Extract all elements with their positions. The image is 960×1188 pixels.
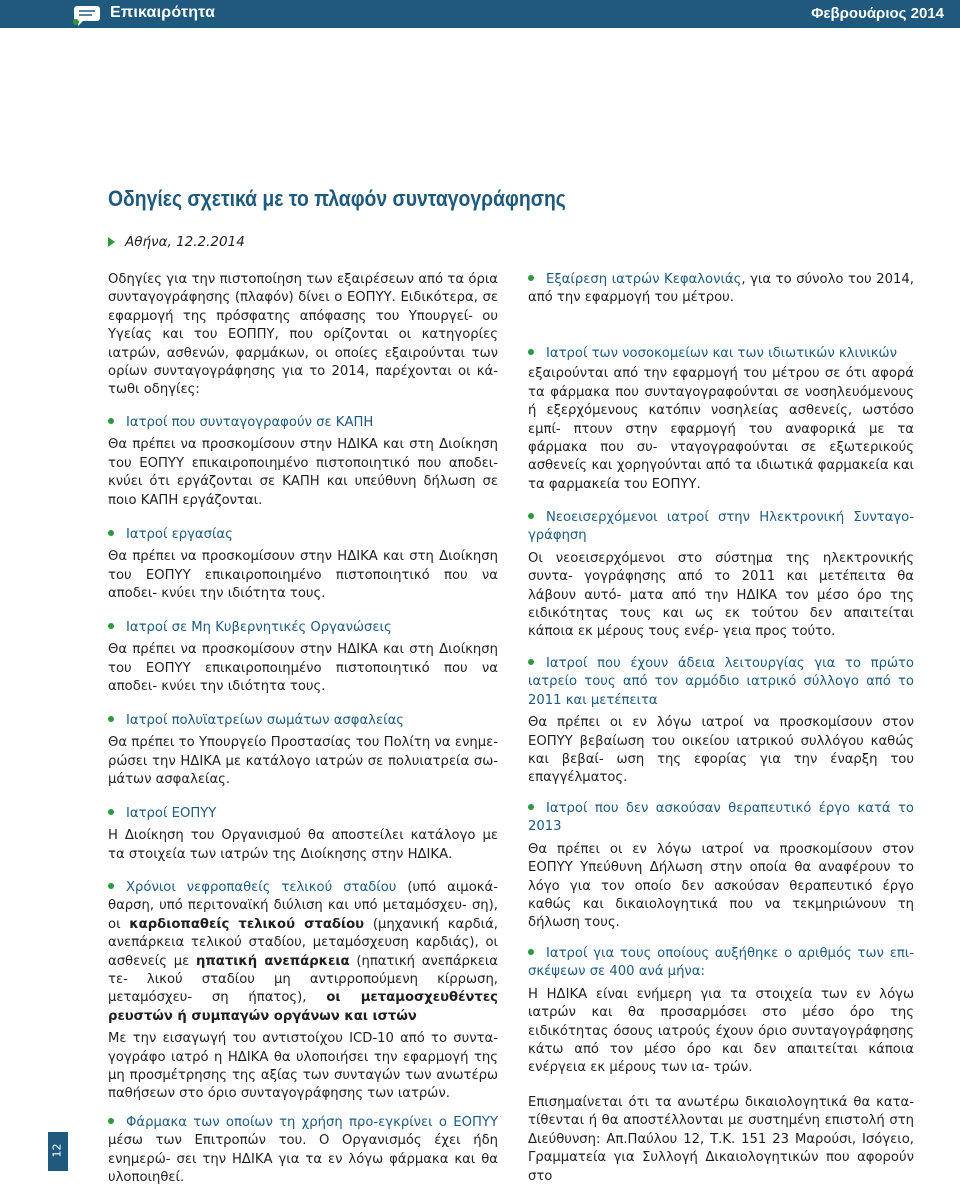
section-body: Η ΗΔΙΚΑ είναι ενήμερη για τα στοιχεία των εν λόγω ιατρών και θα προσαρμόσει στο μέσο όρο της ειδικότητας όσους ιατρούς έχουν όριο συνταγογράφησης κάτω από τον μέσο όρο και δεν απαιτείται κάποια ενέργεια εκ μέρους των ια- τρών. xyxy=(528,986,914,1076)
left-section-1 xyxy=(108,414,498,510)
drugs-section xyxy=(108,1114,498,1188)
section-heading: Ιατροί εργασίας xyxy=(108,526,498,544)
right-section-5 xyxy=(528,800,914,933)
bullet-icon xyxy=(528,804,534,810)
bullet-icon xyxy=(108,530,114,536)
left-section-5 xyxy=(108,805,498,864)
bullet-icon xyxy=(108,418,114,424)
article-title: Οδηγίες σχετικά με το πλαφόν συνταγογράφησης xyxy=(108,186,566,211)
issue-date: Φεβρουάριος 2014 xyxy=(811,5,944,22)
bullet-icon xyxy=(108,716,114,722)
section-body: Θα πρέπει το Υπουργείο Προστασίας του Πολίτη να ενημε- ρώσει την ΗΔΙΚΑ με κατάλογο ιατρών σε πολυιατρεία σω- μάτων ασφαλείας. xyxy=(108,735,498,788)
bullet-icon xyxy=(108,1118,114,1124)
section-body: εξαιρούνται από την εφαρμογή του μέτρου σε ότι αφορά τα φάρμακα που συνταγογραφούνται σε νοσηλευόμενους ή εξερχόμενους κατόπιν νοσηλείας ασθενείς, ωστόσο εμπί- πτουν στην εφαρμογή του αναφορικά με τα φάρμακα που συ- νταγογραφούνται σε εξωτερικούς ασθενείς και χορηγούνται από τα ιδιωτικά φαρμακεία και τα φαρμακεία του ΕΟΠΥΥ. xyxy=(528,366,914,492)
right-section-2 xyxy=(528,345,914,494)
left-section-4 xyxy=(108,712,498,790)
right-section-4 xyxy=(528,655,914,788)
section-body: Θα πρέπει να προσκομίσουν στην ΗΔΙΚΑ και στη Διοίκηση του ΕΟΠΥΥ επικαιροποιημένο πιστοποιητικό που να αποδει- κνύει την ιδιότητα τους. xyxy=(108,642,498,695)
page-number: 12 xyxy=(50,1143,64,1158)
section-body: Η Διοίκηση του Οργανισμού θα αποστείλει κατάλογο με τα στοιχεία των ιατρών της Διοίκησης στην ΗΔΙΚΑ. xyxy=(108,828,498,862)
bullet-icon xyxy=(528,513,534,519)
section-body: Θα πρέπει οι εν λόγω ιατροί να προσκομίσουν στον ΕΟΠΥΥ Υπεύθυνη Δήλωση στην οποία θα αναφέρουν το λόγο για τον οποίο δεν ασκούσαν θεραπευτικό έργο καθώς και δικαιολογητικά που να τεκμηριώνουν τη δήλωση τους. xyxy=(528,841,914,931)
right-section-6 xyxy=(528,945,914,1078)
section-heading: Ιατροί που συνταγογραφούν σε ΚΑΠΗ xyxy=(108,414,498,432)
renal-paragraph: Χρόνιοι νεφροπαθείς τελικού σταδίου (υπό αιμοκά- θαρση, υπό περιτοναϊκή διύλιση και υπό μεταμόσχευ- ση), οι καρδιοπαθείς τελικού σταδίου (μηχανική καρδιά, ανεπάρκεια τελικού σταδίου, μεταμόσχευση καρδιάς), οι ασθενείς με ηπατική ανεπάρκεια (ηπατική ανεπάρκεια τε- λικού σταδίου μη αντιρροπούμενη κίρρωση, μεταμόσχευ- ση ήπατος), οι μεταμοσχευθέντες ρευστών ή συμπαγών οργάνων και ιστών xyxy=(108,880,498,1024)
page-number-tab xyxy=(48,1132,68,1171)
section-heading: Νεοεισερχόμενοι ιατροί στην Ηλεκτρονική Συνταγο- γράφηση xyxy=(528,510,914,544)
drugs-paragraph: Φάρμακα των οποίων τη χρήση προ-εγκρίνει ο ΕΟΠΥΥ μέσω των Επιτροπών του. Ο Οργανισμός έχει ήδη ενημερώ- σει την ΗΔΙΚΑ για τα εν λόγω φάρμακα και θα υλοποιηθεί. xyxy=(108,1115,498,1186)
section-paragraph: Εξαίρεση ιατρών Κεφαλονιάς, για το σύνολο του 2014, από την εφαρμογή του μέτρου. xyxy=(528,272,914,306)
header-bar xyxy=(0,0,960,28)
section-heading: Ιατροί που έχουν άδεια λειτουργίας για το πρώτο ιατρείο τους από τον αρμόδιο ιατρικό σύλλογο από το 2011 και μετέπειτα xyxy=(528,656,914,708)
bullet-icon xyxy=(528,659,534,665)
renal-paragraph-2: Με την εισαγωγή του αντιστοίχου ICD-10 από το συντα- γογράφο ιατρό η ΗΔΙΚΑ θα υλοποιήσει την εφαρμογή της μη προσμέτρησης της αξίας των συνταγών των ανωτέρω παθήσεων στο όριο συνταγογράφησης των ιατρών. xyxy=(108,1031,498,1102)
closing-paragraph xyxy=(528,1094,914,1186)
section-heading: Ιατροί των νοσοκομείων και των ιδιωτικών κλινικών xyxy=(528,345,914,363)
bullet-icon xyxy=(108,809,114,815)
speech-bubble-logo-icon xyxy=(72,4,102,26)
section-label: Επικαιρότητα xyxy=(110,4,216,21)
renal-section xyxy=(108,879,498,1104)
section-heading: Ιατροί ΕΟΠΥΥ xyxy=(108,805,498,823)
arrow-icon xyxy=(108,237,115,247)
intro-paragraph xyxy=(108,271,498,400)
intro-text: Οδηγίες για την πιστοποίηση των εξαιρέσεων από τα όρια συνταγογράφησης (πλαφόν) δίνει ο ΕΟΠΥΥ. Ειδικότερα, σε εφαρμογή της πρόσφατης απόφασης του Υπουργεί- ου Υγείας και του ΕΟΠΠΥ, που ορίζονται οι κατηγορίες ιατρών, ασθενών, φαρμάκων, οι οποίες εξαιρούνται των ορίων συνταγογράφησης για το 2014, παρέχονται οι κά- τωθι οδηγίες: xyxy=(108,272,498,398)
place-date-text: Αθήνα, 12.2.2014 xyxy=(125,234,245,250)
section-heading: Ιατροί πολυϊατρείων σωμάτων ασφαλείας xyxy=(108,712,498,730)
section-heading: Ιατροί που δεν ασκούσαν θεραπευτικό έργο κατά το 2013 xyxy=(528,801,914,835)
section-body: Θα πρέπει οι εν λόγω ιατροί να προσκομίσουν στον ΕΟΠΥΥ βεβαίωση του οικείου ιατρικού συλλόγου καθώς και βεβαί- ωση της εφορίας για την έναρξη του επαγγέλματος. xyxy=(528,715,914,786)
section-body: Θα πρέπει να προσκομίσουν στην ΗΔΙΚΑ και στη Διοίκηση του ΕΟΠΥΥ επικαιροποιημένο πιστοποιητικό που αποδει- κνύει ότι εργάζονται σε ΚΑΠΗ και υπεύθυνη δήλωση σε ποιο ΚΑΠΗ εργάζονται. xyxy=(108,437,498,508)
section-heading: Ιατροί για τους οποίους αυξήθηκε ο αριθμός των επι- σκέψεων σε 400 ανά μήνα: xyxy=(528,946,914,980)
section-body: Οι νεοεισερχόμενοι στο σύστημα της ηλεκτρονικής συντα- γογράφησης από το 2011 και μετέπειτα θα λάβουν αυτό- ματα από την ΗΔΙΚΑ τον μέσο όρο της ειδικότητας τους και ως εκ τούτου δεν απαιτείται κάποια εκ μέρους τους ενέρ- γεια προς τούτο. xyxy=(528,550,914,640)
left-section-3 xyxy=(108,619,498,697)
section-body: Θα πρέπει να προσκομίσουν στην ΗΔΙΚΑ και στη Διοίκηση του ΕΟΠΥΥ επικαιροποιημένο πιστοποιητικό που να αποδει- κνύει την ιδιότητα τους. xyxy=(108,549,498,602)
place-date xyxy=(108,234,245,250)
bullet-icon xyxy=(108,623,114,629)
bullet-icon xyxy=(528,949,534,955)
bullet-icon xyxy=(528,275,534,281)
closing-text: Επισημαίνεται ότι τα ανωτέρω δικαιολογητικά θα κατα- τίθενται ή θα αποστέλλονται με συστημένη επιστολή στη Διεύθυνση: Απ.Παύλου 12, Τ.Κ. 151 23 Μαρούσι, Ισόγειο, Γραμματεία για Συλλογή Δικαιολογητικών που αφορούν στο xyxy=(528,1095,914,1184)
bullet-icon xyxy=(108,883,114,889)
bullet-icon xyxy=(528,349,534,355)
left-section-2 xyxy=(108,526,498,604)
right-section-3 xyxy=(528,509,914,642)
section-heading: Ιατροί σε Μη Κυβερνητικές Οργανώσεις xyxy=(108,619,498,637)
right-section-1 xyxy=(528,271,914,308)
